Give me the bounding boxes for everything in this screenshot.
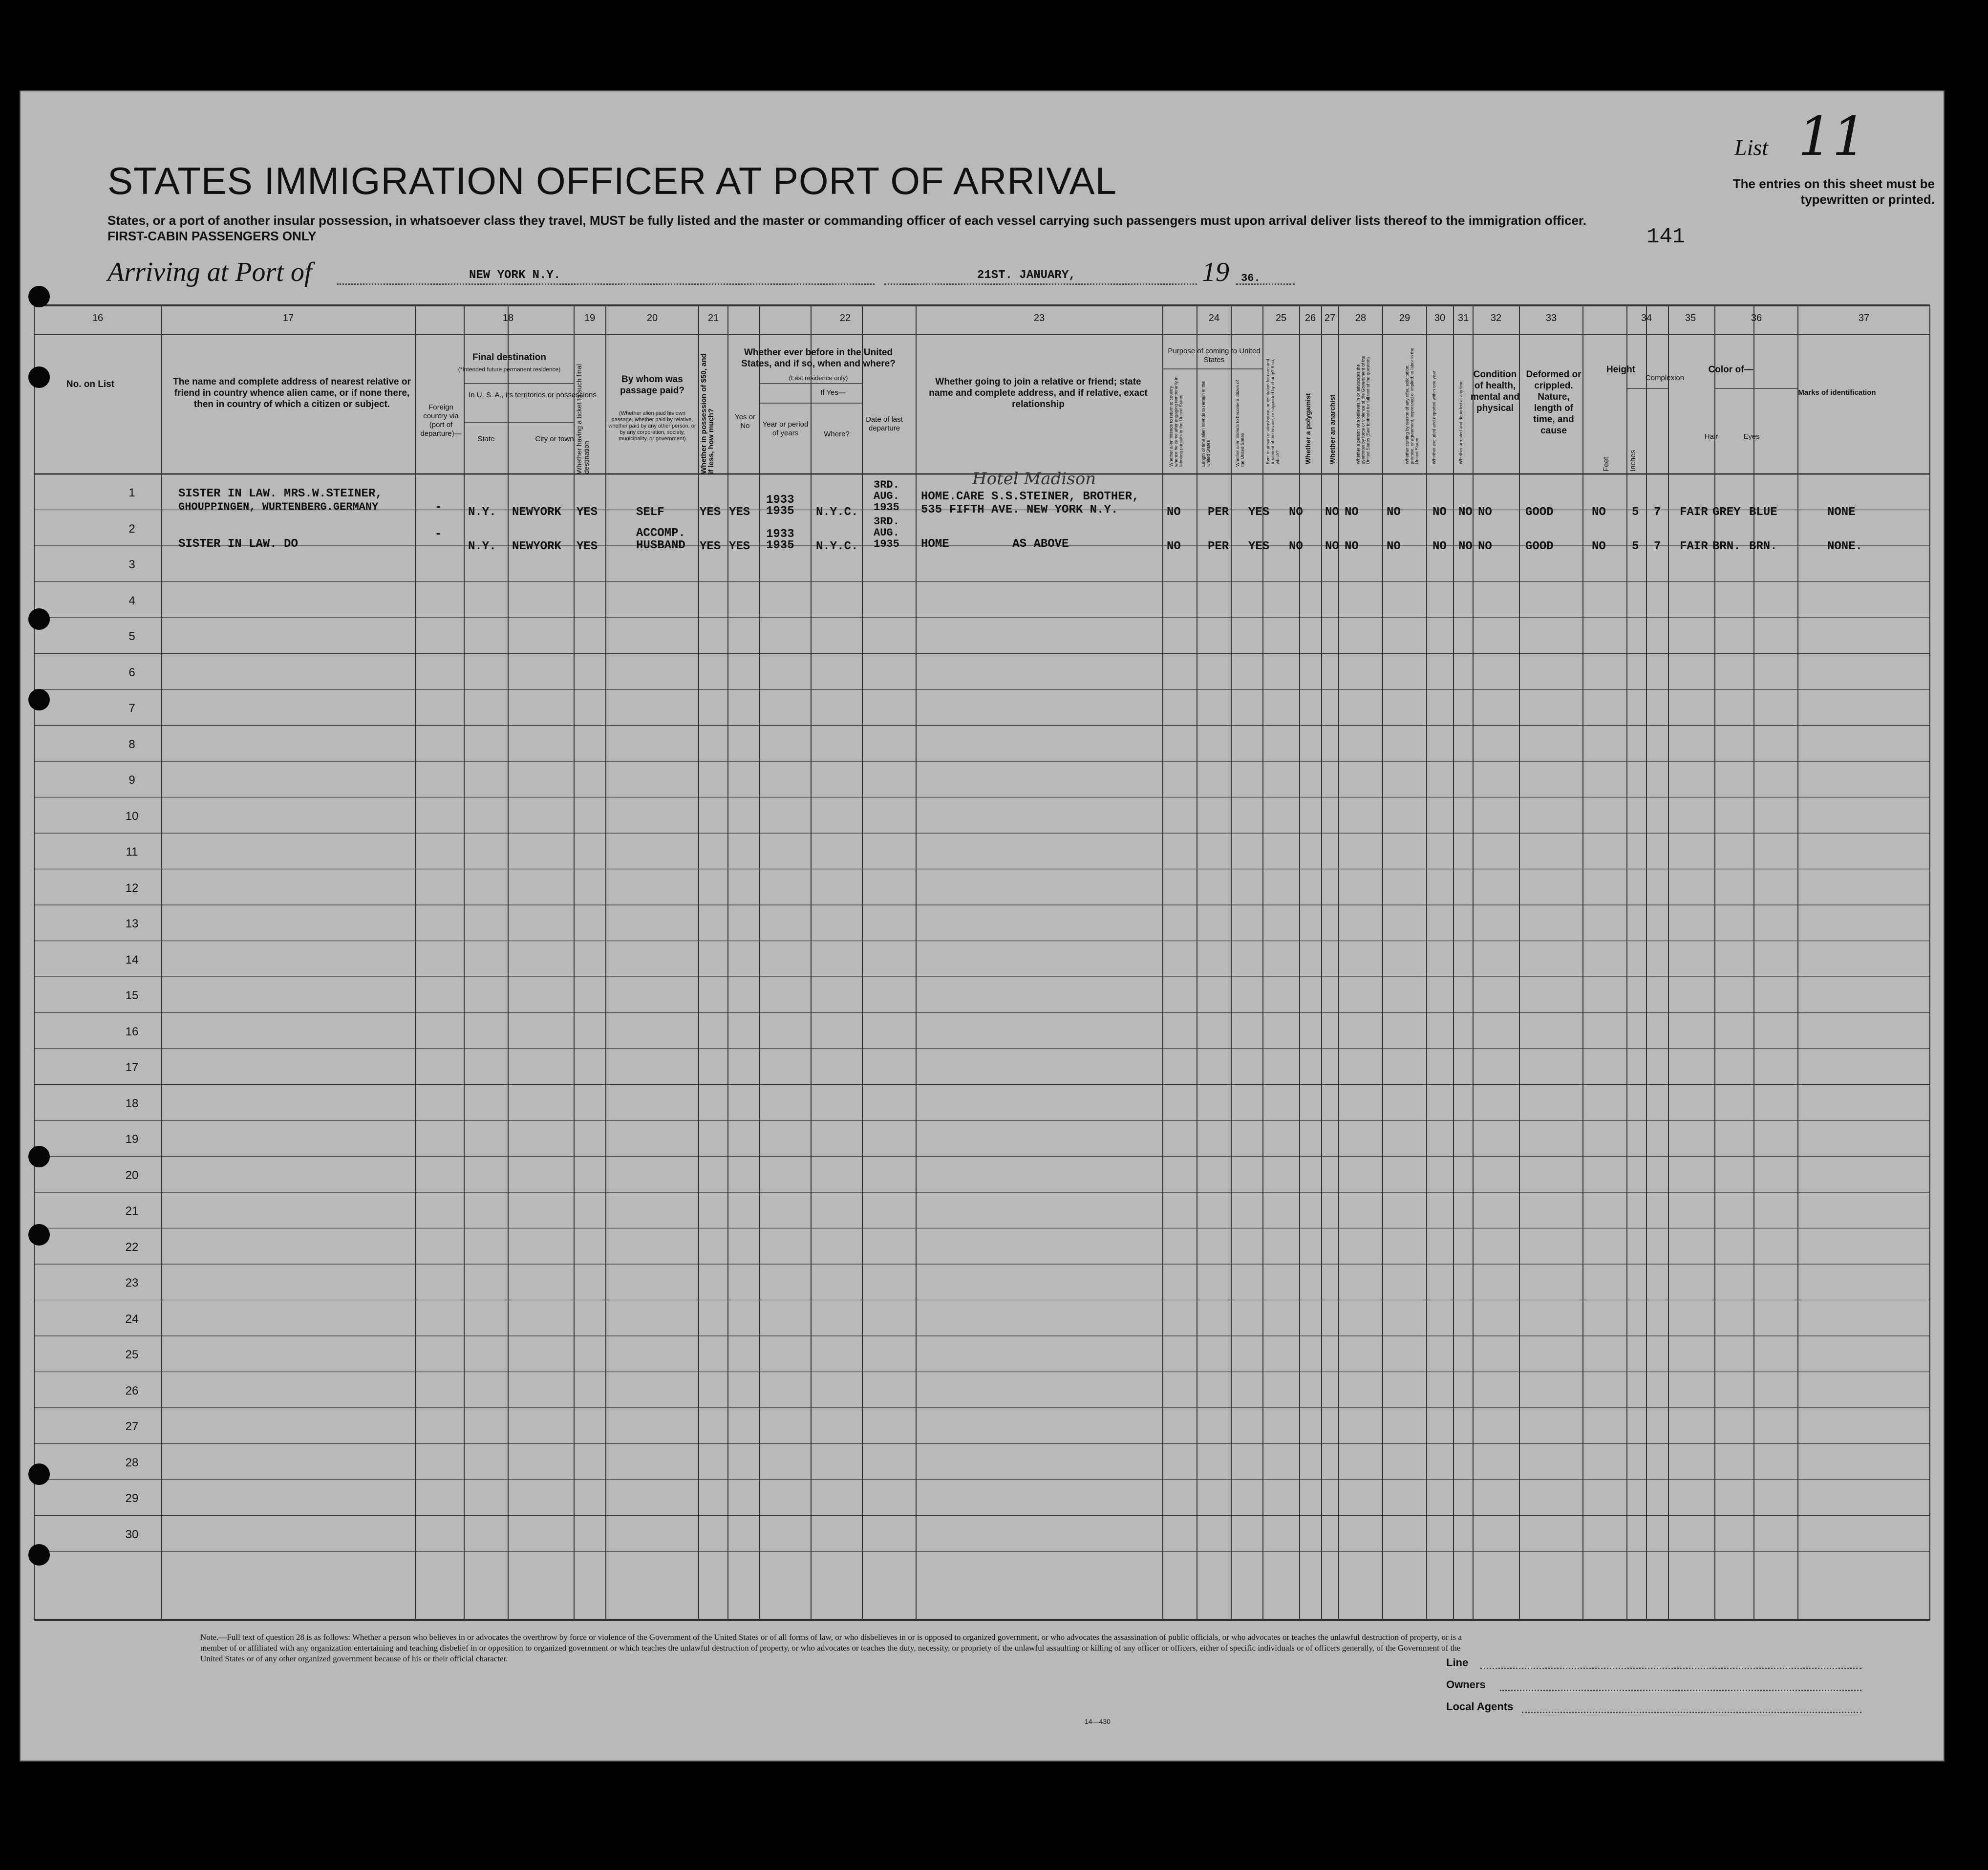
column-number: 17: [282, 313, 294, 323]
row-number: 12: [125, 881, 139, 895]
row-number: 6: [128, 666, 135, 679]
row1-depart2: AUG.: [874, 490, 899, 502]
row2-state: N.Y.: [468, 540, 496, 553]
hdr-c26: Whether a polygamist: [1304, 393, 1312, 464]
row2-c30: NO: [1458, 540, 1473, 553]
row2-foreign: -: [435, 528, 442, 541]
row1-hair: GREY: [1712, 506, 1741, 519]
row1-years1: 1933: [766, 494, 794, 507]
hdr-c32: Condition of health, mental and physical: [1470, 369, 1520, 413]
column-number: 26: [1304, 313, 1316, 323]
row1-handwritten-note: Hotel Madison: [972, 469, 1096, 489]
row1-foreign: -: [435, 501, 442, 514]
table-grid: [20, 90, 1945, 1762]
arrival-date: 21ST. JANUARY,: [977, 269, 1076, 282]
row1-c31: NO: [1478, 506, 1492, 519]
hdr-purpose-a: Whether alien intends to return to country whence he came after engaging temporarily in laboring pursuits in the United States: [1169, 376, 1183, 467]
hdr-c35: Complexion: [1645, 374, 1685, 382]
row-number: 27: [125, 1420, 139, 1433]
hdr-in-usa: In U. S. A., its territories or possessions: [469, 391, 597, 399]
arrival-label: Arriving at Port of: [107, 257, 312, 287]
row2-c28: NO: [1387, 540, 1401, 553]
row-number: 30: [125, 1527, 139, 1541]
column-number: 24: [1208, 313, 1220, 323]
binder-hole: [28, 1544, 50, 1566]
row1-c32: GOOD: [1525, 506, 1554, 519]
hdr-purpose-b: Length of time alien intends to remain in the United States: [1201, 381, 1211, 467]
row2-c25: NO: [1289, 540, 1303, 553]
hdr-city: City or town: [535, 435, 574, 443]
row2-ticket: YES: [577, 540, 598, 553]
row-number: 11: [126, 845, 138, 859]
manifest-sheet: [20, 90, 1945, 1762]
row-number: 19: [125, 1133, 139, 1146]
hdr-foreign-country: Foreign country via (port of departure)—: [420, 403, 462, 438]
hdr-c34-height: Height: [1606, 365, 1636, 375]
line-field: [1480, 1668, 1861, 1669]
column-number: 35: [1685, 313, 1696, 323]
row-number: 3: [128, 558, 135, 571]
column-number: 27: [1324, 313, 1336, 323]
row2-marks: NONE.: [1827, 540, 1863, 553]
row1-purpose-b: PER: [1208, 506, 1229, 519]
row-number: 7: [128, 702, 135, 715]
row1-purpose-c: YES: [1248, 506, 1270, 519]
owners-field: [1500, 1690, 1861, 1691]
row1-years2: 1935: [766, 505, 794, 518]
page-title: STATES IMMIGRATION OFFICER AT PORT OF ARRIVAL: [107, 159, 1117, 202]
row2-purpose-b: PER: [1208, 540, 1229, 553]
row1-possession: YES: [700, 506, 721, 519]
binder-hole: [28, 608, 50, 630]
row-number: 8: [128, 737, 135, 751]
column-number: 22: [839, 313, 851, 323]
row-number: 22: [125, 1240, 139, 1254]
row2-purpose-c: YES: [1248, 540, 1270, 553]
stamp-number: 141: [1646, 225, 1686, 249]
row2-c32: GOOD: [1525, 540, 1554, 553]
hdr-hair: Hair: [1704, 432, 1718, 441]
row1-c28: NO: [1387, 506, 1401, 519]
hdr-possession: Whether in possession of $50, and if less, how much?: [700, 353, 715, 474]
hdr-c31: Whether arrested and deported at any time: [1458, 380, 1463, 464]
row2-years2: 1935: [766, 539, 794, 552]
row1-joining2: 535 FIFTH AVE. NEW YORK N.Y.: [921, 503, 1118, 516]
column-number: 31: [1457, 313, 1469, 323]
hdr-yes-no: Yes or No: [735, 413, 755, 430]
row2-before: YES: [729, 540, 750, 553]
row-number: 15: [125, 989, 139, 1002]
hdr-by-whom: By whom was passage paid?: [620, 374, 684, 396]
row-number: 24: [125, 1312, 139, 1326]
hdr-c30: Whether excluded and deported within one year: [1432, 370, 1436, 464]
hdr-state: State: [477, 435, 495, 443]
row-number: 5: [128, 630, 135, 643]
row2-years1: 1933: [766, 528, 794, 541]
hdr-c36: Color of—: [1708, 365, 1753, 375]
hdr-last-residence: (Last residence only): [789, 374, 848, 382]
row1-relative-line1: SISTER IN LAW. MRS.W.STEINER,: [178, 487, 383, 500]
hdr-where: Where?: [824, 430, 850, 438]
hdr-c29: Whether coming by reason of any offer, solicitation, promise, or agreement, expressed or implied, to labor in the United States: [1405, 347, 1419, 464]
column-number: 29: [1399, 313, 1411, 323]
row-number: 26: [125, 1384, 139, 1397]
row1-complexion: FAIR: [1680, 506, 1708, 519]
row-number: 2: [128, 522, 135, 536]
hdr-c33: Deformed or crippled. Nature, length of time, and cause: [1526, 369, 1582, 436]
binder-hole: [28, 1224, 50, 1246]
row1-marks: NONE: [1827, 506, 1856, 519]
row2-where: N.Y.C.: [816, 540, 858, 553]
hdr-c28: Whether a person who believes in or advocates the overthrow by force or violence of the Government of the United States (See footnote for full text of the question): [1356, 355, 1370, 464]
row1-relative-line2: GHOUPPINGEN, WURTENBERG.GERMANY: [178, 501, 379, 513]
row-number: 28: [125, 1456, 139, 1469]
row2-joining1: HOME AS ABOVE: [921, 537, 1069, 551]
row2-relative-line1: SISTER IN LAW. DO: [178, 537, 298, 551]
row-number: 16: [125, 1025, 139, 1038]
row-number: 17: [125, 1061, 139, 1074]
hdr-purpose: Purpose of coming to United States: [1168, 347, 1261, 364]
row1-inches: 7: [1654, 506, 1661, 519]
row2-paid-line2: HUSBAND: [636, 539, 685, 552]
hdr-relative: The name and complete address of nearest relative or friend in country whence alien came, or if none there, then in country of which a citizen or subject.: [173, 377, 411, 409]
row1-eyes: BLUE: [1749, 506, 1777, 519]
list-number: 11: [1798, 105, 1866, 168]
year-suffix: 36.: [1241, 272, 1261, 284]
row2-purpose-a: NO: [1167, 540, 1181, 553]
row1-joining1: HOME.CARE S.S.STEINER, BROTHER,: [921, 490, 1139, 503]
typewritten-note: The entries on this sheet must be typewritten or printed.: [1732, 176, 1935, 207]
row1-before: YES: [729, 506, 750, 519]
row2-city: NEWYORK: [512, 540, 561, 553]
row2-c31: NO: [1478, 540, 1492, 553]
row-number: 21: [125, 1204, 139, 1218]
footnote-text: Note.—Full text of question 28 is as follows: Whether a person who believes in or advocates the overthrow by force or violence of the Government of the United States or of all forms of law, or who disbelieves in or is opposed to organized government, or who advocates the assassination of public officials, or who advocates or teaches the unlawful destruction of property, or is a member of or affiliated with any organization entertaining and teaching disbelief in or opposition to organized government or which teaches the unlawful destruction of property, or who advocates or teaches the duty, necessity, or propriety of the unlawful assaulting or killing of any officer or officers, either of specific individuals or of officers generally, of the Government of the United States or of any other organized government because of his or their official character.: [200, 1633, 1462, 1663]
row-number: 20: [125, 1168, 139, 1182]
hdr-final-destination-note: (*Intended future permanent residence): [458, 366, 561, 373]
row1-city: NEWYORK: [512, 506, 561, 519]
row1-c27: NO: [1345, 506, 1359, 519]
local-agents-field: [1522, 1712, 1861, 1713]
row1-paid: SELF: [636, 506, 664, 519]
row2-c33: NO: [1592, 540, 1606, 553]
row1-depart3: 1935: [874, 501, 899, 514]
column-number: 32: [1490, 313, 1502, 323]
row2-depart3: 1935: [874, 538, 899, 550]
row2-complexion: FAIR: [1680, 540, 1708, 553]
column-number: 33: [1545, 313, 1557, 323]
hdr-date-last: Date of last departure: [866, 415, 903, 432]
local-agents-label: Local Agents: [1446, 1700, 1514, 1713]
binder-hole: [28, 1463, 50, 1485]
instructions-text: States, or a port of another insular possession, in whatsoever class they travel, MUST be fully listed and the master or commanding officer of each vessel carrying such passengers must upon arrival deliver lists thereof to the immigration officer.: [107, 213, 1586, 228]
hdr-inches: Inches: [1629, 450, 1637, 472]
hdr-c27: Whether an anarchist: [1328, 394, 1336, 464]
column-number: 20: [646, 313, 658, 323]
row2-possession: YES: [700, 540, 721, 553]
row1-c25: NO: [1289, 506, 1303, 519]
class-line: FIRST-CABIN PASSENGERS ONLY: [107, 229, 317, 243]
column-number: 25: [1275, 313, 1287, 323]
column-number: 18: [502, 313, 514, 323]
row1-c33: NO: [1592, 506, 1606, 519]
row-number: 9: [128, 774, 135, 787]
hdr-year-period: Year or period of years: [762, 420, 809, 437]
footnote-q28: [200, 1632, 1471, 1664]
hdr-no-on-list: No. on List: [66, 379, 115, 389]
list-label: List: [1734, 135, 1769, 160]
owners-label: Owners: [1446, 1678, 1486, 1691]
row2-paid: ACCOMP.: [636, 527, 685, 540]
hdr-purpose-c: Whether alien intends to become a citizen of the United States: [1235, 380, 1245, 467]
row2-depart2: AUG.: [874, 527, 899, 539]
form-number: 14—430: [1085, 1718, 1111, 1725]
row2-c27: NO: [1345, 540, 1359, 553]
column-number: 16: [92, 313, 104, 323]
binder-hole: [28, 689, 50, 710]
column-number: 34: [1641, 313, 1652, 323]
hdr-c25: Ever in prison or almshouse, or institution for care and treatment of the insane, or supported by charity? If so, which?: [1265, 359, 1280, 464]
hdr-final-destination: Final destination: [472, 352, 546, 363]
column-number: 23: [1033, 313, 1045, 323]
binder-hole: [28, 1146, 50, 1167]
binder-hole: [28, 366, 50, 388]
hdr-feet: Feet: [1602, 456, 1610, 472]
row1-state: N.Y.: [468, 506, 496, 519]
row2-feet: 5: [1632, 540, 1639, 553]
arrival-port: NEW YORK N.Y.: [469, 269, 561, 282]
row-number: 1: [128, 486, 135, 499]
hdr-eyes: Eyes: [1743, 432, 1760, 441]
hdr-ticket: Whether having a ticket to such final destination: [575, 364, 590, 474]
hdr-ever-before: Whether ever before in the United States, and if so, when and where?: [741, 347, 896, 369]
line-label: Line: [1446, 1656, 1469, 1669]
column-number: 37: [1858, 313, 1870, 323]
row-number: 29: [125, 1492, 139, 1505]
hdr-by-whom-note: (Whether alien paid his own passage, whether paid by relative, whether paid by any other person, or by any corporation, society, municipality, or government): [608, 410, 696, 442]
row1-c30: NO: [1458, 506, 1473, 519]
row2-c29: NO: [1432, 540, 1447, 553]
row2-hair: BRN.: [1712, 540, 1741, 553]
hdr-c37: Marks of identification: [1798, 388, 1876, 397]
row2-depart1: 3RD.: [874, 516, 899, 528]
column-number: 21: [707, 313, 719, 323]
row-number: 23: [125, 1276, 139, 1290]
row-number: 10: [125, 809, 139, 823]
row1-c29: NO: [1432, 506, 1447, 519]
row1-where: N.Y.C.: [816, 506, 858, 519]
binder-hole: [28, 286, 50, 307]
row2-inches: 7: [1654, 540, 1661, 553]
row1-depart1: 3RD.: [874, 479, 899, 491]
column-number: 19: [584, 313, 596, 323]
column-number: 36: [1751, 313, 1762, 323]
hdr-joining: Whether going to join a relative or friend; state name and complete address, and if relative, exact relationship: [929, 377, 1148, 409]
row1-c26: NO: [1325, 506, 1339, 519]
row-number: 14: [125, 953, 139, 967]
row-number: 18: [125, 1096, 139, 1110]
row2-c26: NO: [1325, 540, 1339, 553]
column-number: 28: [1355, 313, 1367, 323]
hdr-if-yes: If Yes—: [820, 388, 846, 397]
row-number: 4: [128, 594, 135, 607]
row1-purpose-a: NO: [1167, 506, 1181, 519]
column-number: 30: [1434, 313, 1446, 323]
row2-eyes: BRN.: [1749, 540, 1777, 553]
row1-feet: 5: [1632, 506, 1639, 519]
row-number: 25: [125, 1348, 139, 1361]
row1-ticket: YES: [577, 506, 598, 519]
year-prefix: 19: [1202, 257, 1229, 287]
row-number: 13: [125, 917, 139, 930]
